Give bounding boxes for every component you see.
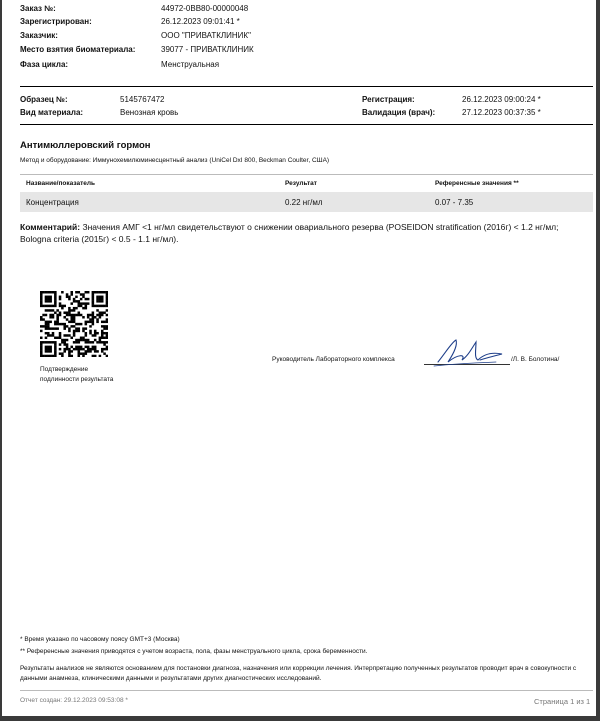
table-top-divider [20,174,593,175]
row-result: 0.22 нг/мл [285,198,323,207]
handwritten-signature [432,336,512,368]
collection-place-label: Место взятия биоматериала: [20,45,136,54]
test-method: Метод и оборудование: Иммунохемилюминесцентный анализ (UniCel DxI 800, Beckman Coulter, США) [20,157,330,164]
sample-number-label: Образец №: [20,95,68,104]
qr-caption-line2: подлинности результата [40,376,114,383]
column-reference-header: Референсные значения ** [435,180,519,187]
report-created: Отчет создан: 29.12.2023 09:53:08 * [20,697,128,704]
validation-value: 27.12.2023 00:37:35 * [462,108,541,117]
disclaimer: Результаты анализов не являются основанием для постановки диагноза, назначения или коррекции лечения. Интерпретацию полученных результатов проводит врач в совокупности с данными анамнеза, клиническими данными и результатами других диагностических исследований. [20,665,577,682]
header-divider [20,86,593,87]
collection-place-value: 39077 - ПРИВАТКЛИНИК [161,45,254,54]
test-title: Антимюллеровский гормон [20,140,151,151]
column-name-header: Название/показатель [26,180,96,187]
registration-label: Регистрация: [362,95,415,104]
qr-code [40,291,108,357]
table-row [20,192,593,212]
material-value: Венозная кровь [120,108,179,117]
registered-label: Зарегистрирован: [20,17,92,26]
customer-label: Заказчик: [20,31,58,40]
comment-label: Комментарий: [20,222,81,232]
row-name: Концентрация [26,198,79,207]
comment-text: Значения АМГ <1 нг/мл свидетельствуют о снижении овариального резерва (POSEIDON stratification (2016г) < 1.2 нг/мл; Bologna criteria (2015г) < 0.5 - 1.1 нг/мл). [20,222,559,244]
signature-role: Руководитель Лабораторного комплекса [272,356,395,363]
cycle-phase-value: Менструальная [161,60,220,69]
validation-label: Валидация (врач): [362,108,436,117]
sample-number-value: 5145767472 [120,95,165,104]
order-number-label: Заказ №: [20,4,56,13]
customer-value: ООО "ПРИВАТКЛИНИК" [161,31,251,40]
registered-value: 26.12.2023 09:01:41 * [161,17,240,26]
signature-name: /Л. В. Болотина/ [511,356,560,363]
footnote-timezone: * Время указано по часовому поясу GMT+3 (Москва) [20,636,180,643]
footer-divider [20,690,593,691]
order-number-value: 44972-0BB80-00000048 [161,4,249,13]
row-reference: 0.07 - 7.35 [435,198,474,207]
footnote-reference: ** Референсные значения приводятся с учетом возраста, пола, фазы менструального цикла, срока беременности. [20,648,368,655]
cycle-phase-label: Фаза цикла: [20,60,69,69]
page-number: Страница 1 из 1 [534,697,591,706]
column-result-header: Результат [285,180,317,187]
sample-divider [20,124,593,125]
registration-value: 26.12.2023 09:00:24 * [462,95,541,104]
test-comment [20,221,580,245]
qr-caption-line1: Подтверждение [40,366,89,373]
report-page [2,0,596,716]
material-label: Вид материала: [20,108,84,117]
